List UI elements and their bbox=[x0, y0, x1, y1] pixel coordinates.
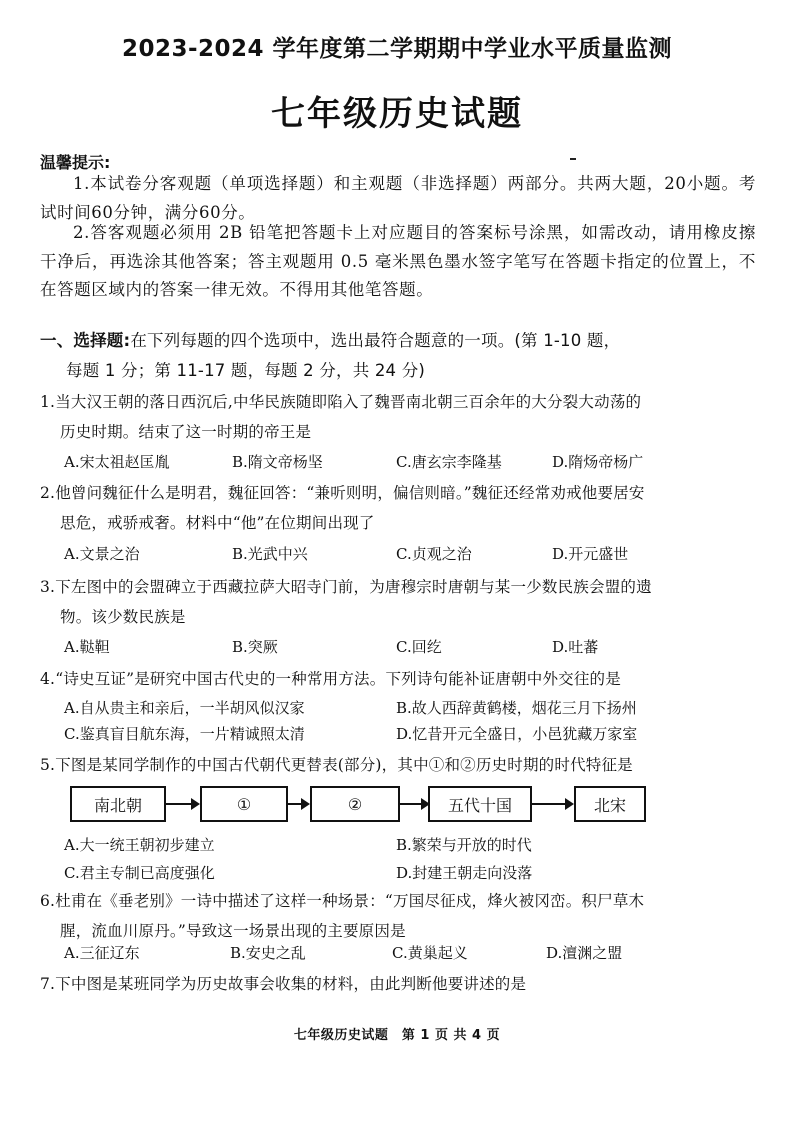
question-2 bbox=[40, 478, 764, 538]
option-c[interactable]: C.黄巢起义 bbox=[392, 944, 468, 962]
section-1-title: 一、选择题: bbox=[40, 331, 131, 350]
question-4-options-row2 bbox=[64, 723, 764, 749]
flow-box-period-1: ① bbox=[200, 786, 288, 822]
option-a[interactable]: A.三征辽东 bbox=[64, 944, 140, 962]
option-d[interactable]: D.封建王朝走向没落 bbox=[396, 864, 533, 882]
question-4 bbox=[40, 664, 764, 694]
tips-item-1: 1.本试卷分客观题（单项选择题）和主观题（非选择题）两部分。共两大题，20小题。考试时间60分钟，满分60分。 bbox=[40, 174, 756, 222]
flow-arrow bbox=[166, 803, 198, 805]
option-a[interactable]: A.鞑靼 bbox=[64, 638, 110, 656]
question-6-options bbox=[64, 942, 764, 968]
option-d[interactable]: D.隋炀帝杨广 bbox=[552, 453, 644, 471]
question-1 bbox=[40, 387, 764, 447]
option-d[interactable]: D.忆昔开元全盛日，小邑犹藏万家室 bbox=[396, 725, 638, 743]
question-3 bbox=[40, 572, 764, 632]
option-c[interactable]: C.回纥 bbox=[396, 638, 442, 656]
question-4-options-row1 bbox=[64, 697, 764, 723]
flow-arrow bbox=[532, 803, 572, 805]
question-2-line1: 2.他曾问魏征什么是明君，魏征回答：“兼听则明，偏信则暗。”魏征还经常劝戒他要居安 bbox=[40, 484, 645, 502]
flow-box-southern-northern: 南北朝 bbox=[70, 786, 166, 822]
question-5-options-row1 bbox=[64, 834, 764, 860]
question-2-line2: 思危，戒骄戒奢。材料中“他”在位期间出现了 bbox=[60, 514, 375, 532]
flow-arrow bbox=[400, 803, 428, 805]
option-b[interactable]: B.安史之乱 bbox=[230, 944, 306, 962]
question-4-line1: 4.“诗史互证”是研究中国古代史的一种常用方法。下列诗句能补证唐朝中外交往的是 bbox=[40, 670, 621, 688]
section-1-header bbox=[40, 326, 760, 386]
option-c[interactable]: C.君主专制已高度强化 bbox=[64, 864, 215, 882]
page-footer: 七年级历史试题 第 1 页 共 4 页 bbox=[293, 1028, 501, 1043]
section-1-instruction-line2: 每题 1 分；第 11-17 题，每题 2 分，共 24 分) bbox=[66, 361, 426, 380]
question-3-line1: 3.下左图中的会盟碑立于西藏拉萨大昭寺门前，为唐穆宗时唐朝与某一少数民族会盟的遗 bbox=[40, 578, 652, 596]
option-b[interactable]: B.光武中兴 bbox=[232, 545, 308, 563]
question-6-line1: 6.杜甫在《垂老别》一诗中描述了这样一种场景：“万国尽征戍，烽火被冈峦。积尸草木 bbox=[40, 892, 645, 910]
option-a[interactable]: A.自从贵主和亲后，一半胡风似汉家 bbox=[64, 699, 305, 717]
option-b[interactable]: B.繁荣与开放的时代 bbox=[396, 836, 532, 854]
option-c[interactable]: C.鉴真盲目航东海，一片精诚照太清 bbox=[64, 725, 305, 743]
dynasty-flow-diagram bbox=[70, 786, 650, 826]
question-1-options bbox=[64, 451, 764, 477]
question-7 bbox=[40, 969, 764, 999]
option-b[interactable]: B.突厥 bbox=[232, 638, 278, 656]
question-3-line2: 物。该少数民族是 bbox=[60, 608, 186, 626]
exam-title: 2023-2024 学年度第二学期期中学业水平质量监测 bbox=[121, 36, 673, 62]
question-3-options bbox=[64, 636, 764, 662]
question-5 bbox=[40, 750, 764, 780]
flow-box-five-dynasties: 五代十国 bbox=[428, 786, 532, 822]
question-5-options-row2 bbox=[64, 862, 764, 888]
tips-item-2: 2.答客观题必须用 2B 铅笔把答题卡上对应题目的答案标号涂黑，如需改动，请用橡皮擦干净后，再选涂其他答案；答主观题用 0.5 毫米黑色墨水签字笔写在答题卡指定的位置上，不在答题区域内的答案一律无效。不得用其他笔答题。 bbox=[40, 223, 756, 299]
question-6 bbox=[40, 886, 764, 946]
option-c[interactable]: C.唐玄宗李隆基 bbox=[396, 453, 502, 471]
paper-title: 七年级历史试题 bbox=[271, 94, 523, 134]
question-1-line2: 历史时期。结束了这一时期的帝王是 bbox=[60, 423, 312, 441]
flow-arrow bbox=[288, 803, 308, 805]
option-d[interactable]: D.吐蕃 bbox=[552, 638, 599, 656]
section-1-instruction-line1: 在下列每题的四个选项中，选出最符合题意的一项。(第 1-10 题， bbox=[130, 331, 621, 350]
flow-box-northern-song: 北宋 bbox=[574, 786, 646, 822]
flow-box-period-2: ② bbox=[310, 786, 400, 822]
option-b[interactable]: B.故人西辞黄鹤楼，烟花三月下扬州 bbox=[396, 699, 637, 717]
option-a[interactable]: A.文景之治 bbox=[64, 545, 140, 563]
question-1-line1: 1.当大汉王朝的落日西沉后,中华民族随即陷入了魏晋南北朝三百余年的大分裂大动荡的 bbox=[40, 393, 642, 411]
question-7-line1: 7.下中图是某班同学为历史故事会收集的材料，由此判断他要讲述的是 bbox=[40, 975, 527, 993]
option-a[interactable]: A.宋太祖赵匡胤 bbox=[64, 453, 170, 471]
question-2-options bbox=[64, 543, 764, 569]
question-5-line1: 5.下图是某同学制作的中国古代朝代更替表(部分)，其中①和②历史时期的时代特征是 bbox=[40, 756, 633, 774]
stray-mark bbox=[570, 158, 576, 160]
question-6-line2: 腥，流血川原丹。”导致这一场景出现的主要原因是 bbox=[60, 922, 406, 940]
option-d[interactable]: D.澶渊之盟 bbox=[546, 944, 623, 962]
option-a[interactable]: A.大一统王朝初步建立 bbox=[64, 836, 215, 854]
option-b[interactable]: B.隋文帝杨坚 bbox=[232, 453, 323, 471]
tips-heading: 温馨提示: bbox=[40, 153, 111, 172]
option-d[interactable]: D.开元盛世 bbox=[552, 545, 629, 563]
option-c[interactable]: C.贞观之治 bbox=[396, 545, 472, 563]
